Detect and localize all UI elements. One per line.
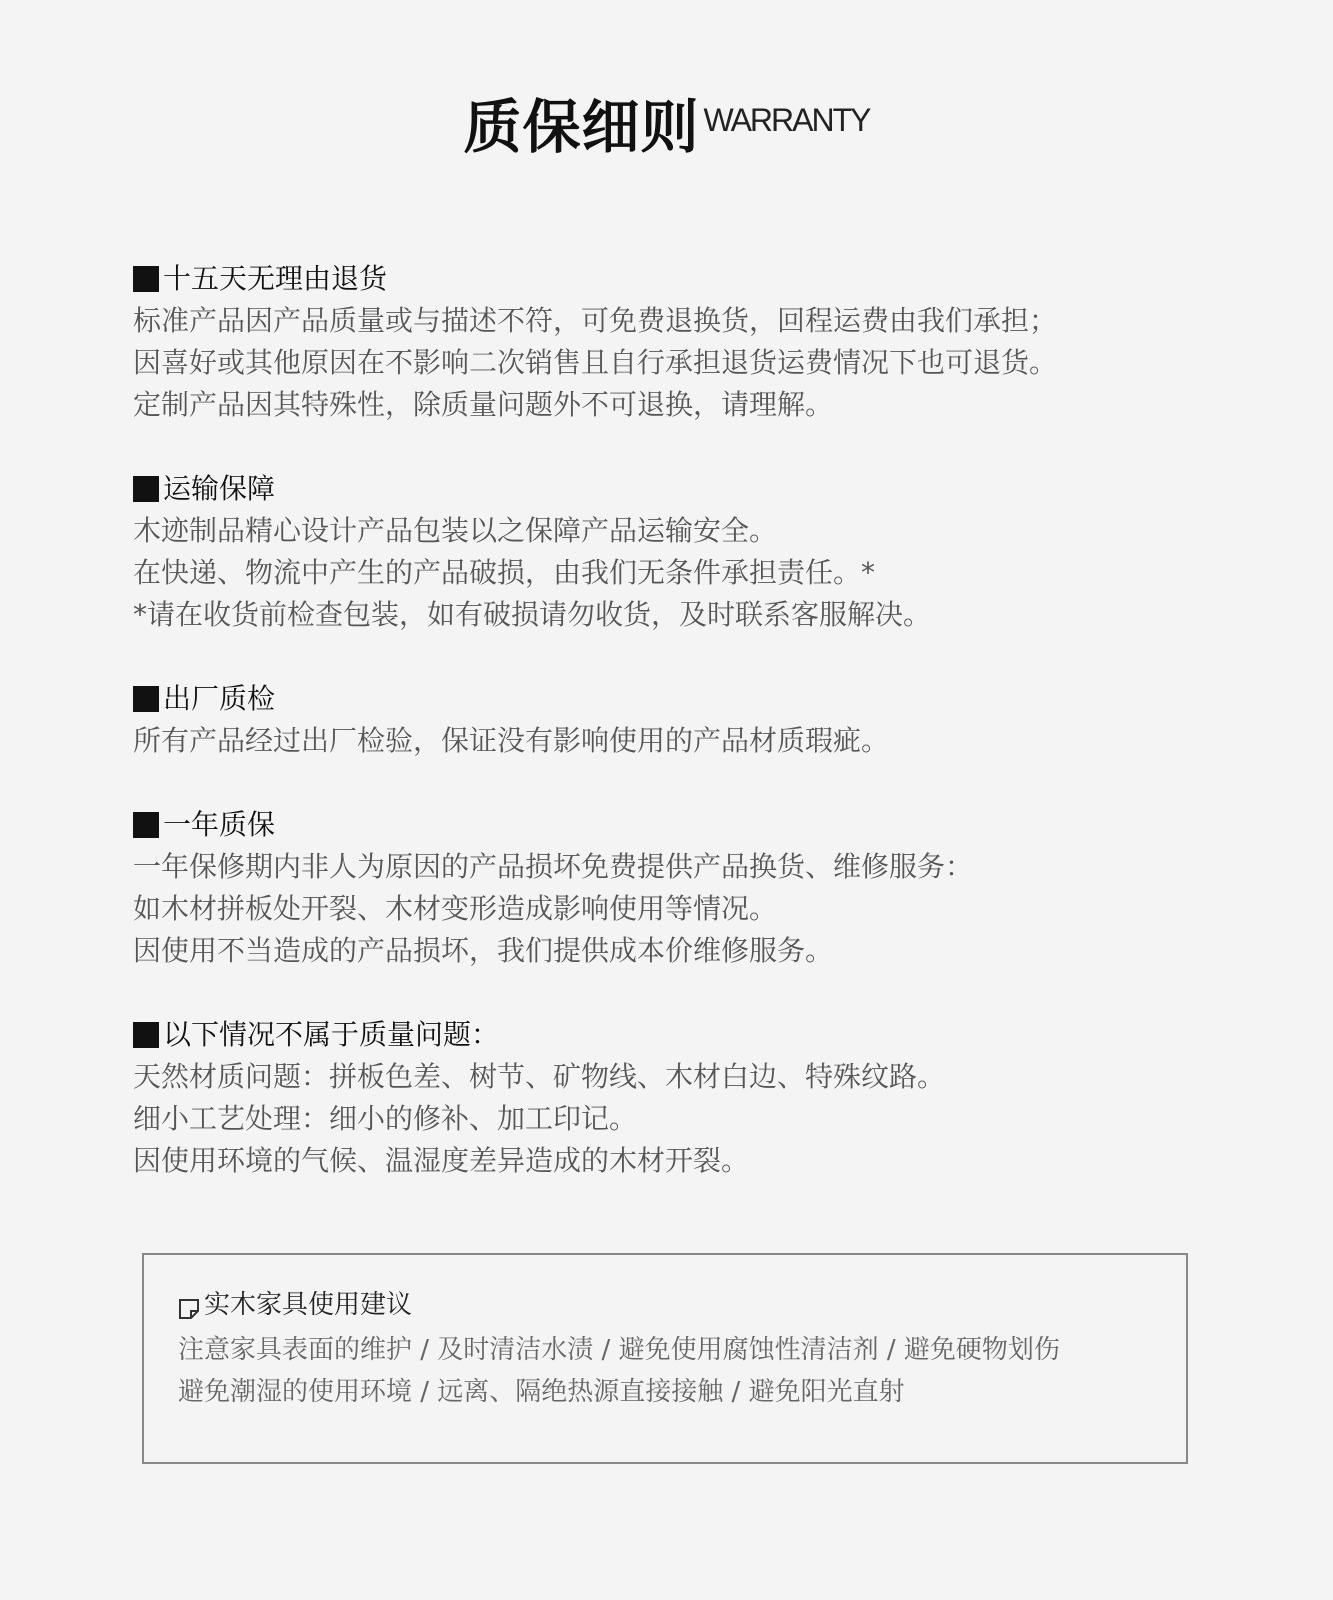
- section-heading: [133, 468, 1213, 510]
- section-line: 因使用环境的气候、温湿度差异造成的木材开裂。: [133, 1144, 750, 1177]
- section-shipping: [133, 468, 1213, 636]
- tips-heading-text: 实木家具使用建议: [204, 1290, 413, 1320]
- page-subtitle: WARRANTY: [703, 102, 870, 138]
- section-heading-text: 以下情况不属于质量问题：: [163, 1018, 500, 1051]
- section-line: 天然材质问题：拼板色差、树节、矿物线、木材白边、特殊纹路。: [133, 1060, 946, 1093]
- section-heading-text: 运输保障: [163, 472, 276, 505]
- square-bullet-icon: [133, 266, 159, 292]
- section-line: 一年保修期内非人为原因的产品损坏免费提供产品换货、维修服务：: [133, 850, 974, 883]
- tips-list: [178, 1329, 1060, 1413]
- section-line: 因使用不当造成的产品损坏，我们提供成本价维修服务。: [133, 934, 834, 967]
- section-return: [133, 258, 1213, 426]
- section-line: 细小工艺处理：细小的修补、加工印记。: [133, 1102, 638, 1135]
- square-bullet-icon: [133, 686, 159, 712]
- section-inspection: [133, 678, 1213, 762]
- section-heading-text: 一年质保: [163, 808, 276, 841]
- section-one-year-warranty: [133, 804, 1213, 972]
- usage-tips-box: [142, 1253, 1188, 1464]
- section-line: 标准产品因产品质量或与描述不符，可免费退换货，回程运费由我们承担；: [133, 304, 1058, 337]
- section-heading: [133, 678, 1213, 720]
- section-line: 如木材拼板处开裂、木材变形造成影响使用等情况。: [133, 892, 778, 925]
- section-line: 所有产品经过出厂检验，保证没有影响使用的产品材质瑕疵。: [133, 724, 890, 757]
- section-heading-text: 出厂质检: [163, 682, 276, 715]
- square-bullet-icon: [133, 812, 159, 838]
- title-group: [464, 88, 870, 166]
- section-heading: [133, 804, 1213, 846]
- note-icon: [178, 1294, 200, 1316]
- section-line: *请在收货前检查包装，如有破损请勿收货，及时联系客服解决。: [133, 598, 932, 631]
- section-line: 定制产品因其特殊性，除质量问题外不可退换，请理解。: [133, 388, 834, 421]
- square-bullet-icon: [133, 1022, 159, 1048]
- page-title: 质保细则: [463, 93, 700, 161]
- warranty-content: [133, 258, 1213, 1224]
- section-line: 在快递、物流中产生的产品破损，由我们无条件承担责任。*: [133, 556, 876, 589]
- section-heading-text: 十五天无理由退货: [163, 262, 388, 295]
- page-header: [0, 88, 1333, 166]
- tips-heading: [178, 1287, 412, 1323]
- section-heading: [133, 1014, 1213, 1056]
- section-exclusions: [133, 1014, 1213, 1182]
- tip-line: 避免潮湿的使用环境 / 远离、隔绝热源直接接触 / 避免阳光直射: [178, 1377, 905, 1407]
- square-bullet-icon: [133, 476, 159, 502]
- section-heading: [133, 258, 1213, 300]
- section-line: 木迹制品精心设计产品包装以之保障产品运输安全。: [133, 514, 778, 547]
- tip-line: 注意家具表面的维护 / 及时清洁水渍 / 避免使用腐蚀性清洁剂 / 避免硬物划伤: [178, 1335, 1060, 1365]
- section-line: 因喜好或其他原因在不影响二次销售且自行承担退货运费情况下也可退货。: [133, 346, 1058, 379]
